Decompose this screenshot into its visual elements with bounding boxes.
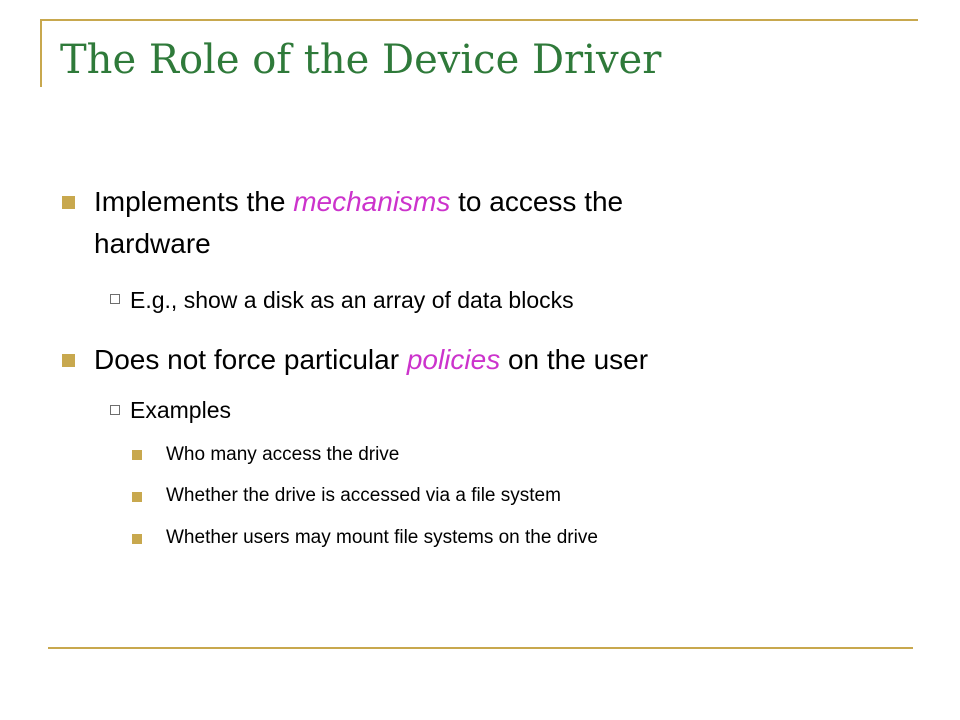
- square-bullet-icon: [62, 196, 75, 209]
- highlighted-term: policies: [406, 344, 501, 375]
- bullet-text-post: to access the: [450, 186, 624, 217]
- list-item: Whether users may mount file systems on the drive: [166, 527, 598, 548]
- square-bullet-icon: [62, 354, 75, 367]
- square-bullet-icon: [132, 534, 142, 544]
- bullet-text-post: on the user: [500, 344, 649, 375]
- list-item: Whether the drive is accessed via a file system: [166, 485, 561, 506]
- hollow-square-bullet-icon: [110, 294, 120, 304]
- square-bullet-icon: [132, 492, 142, 502]
- bullet-item-mechanisms: [94, 184, 623, 220]
- bullet-text-pre: Implements the: [94, 186, 294, 217]
- square-bullet-icon: [132, 450, 142, 460]
- bullet-item-continuation: hardware: [94, 228, 211, 259]
- list-item: Who many access the drive: [166, 444, 400, 465]
- hollow-square-bullet-icon: [110, 405, 120, 415]
- bullet-item-policies: [94, 342, 648, 378]
- highlighted-term: mechanisms: [293, 186, 451, 217]
- sub-bullet-example: E.g., show a disk as an array of data blocks: [130, 287, 574, 313]
- slide-title: The Role of the Device Driver: [60, 37, 662, 83]
- bullet-text-pre: Does not force particular: [94, 344, 407, 375]
- sub-bullet-examples: Examples: [130, 397, 231, 423]
